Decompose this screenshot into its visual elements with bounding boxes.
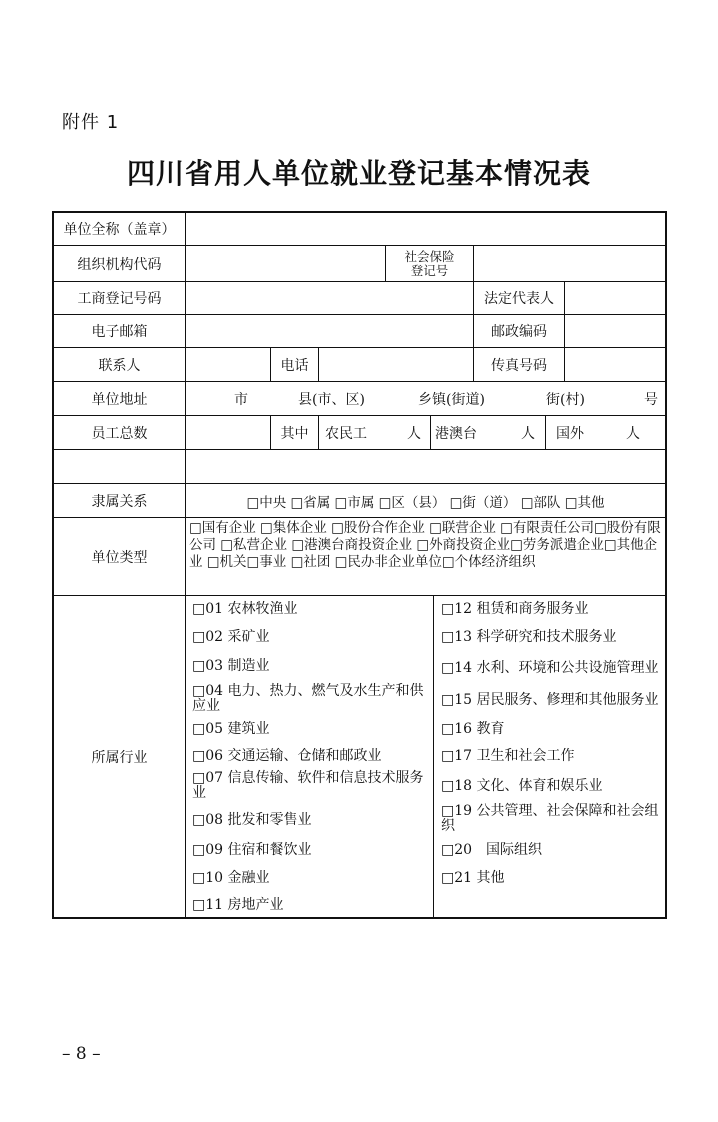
unit-name-label: 单位全称（盖章）	[63, 221, 176, 238]
migrant-workers-label: 农民工	[325, 425, 367, 442]
industry-option[interactable]: □15 居民服务、修理和其他服务业	[441, 691, 659, 708]
industry-column-line	[433, 595, 434, 919]
industry-option[interactable]: □11 房地产业	[192, 896, 284, 913]
hk-macau-taiwan-unit: 人	[521, 425, 535, 442]
business-reg-label: 工商登记号码	[77, 291, 162, 307]
industry-option[interactable]: □18 文化、体育和娱乐业	[441, 777, 603, 794]
address-county: 县(市、区)	[298, 391, 365, 408]
form-border-right	[665, 211, 667, 919]
industry-option[interactable]: □01 农林牧渔业	[192, 600, 298, 617]
contact-field[interactable]	[186, 348, 270, 381]
business-reg-field[interactable]	[186, 282, 473, 314]
industry-label: 所属行业	[91, 749, 148, 766]
phone-label: 电话	[280, 357, 309, 374]
industry-option[interactable]: □06 交通运输、仓储和邮政业	[192, 747, 382, 764]
unit-type-options[interactable]: □国有企业 □集体企业 □股份合作企业 □联营企业 □有限责任公司□股份有限公司 □私营企业 □港澳台商投资企业 □外商投资企业□劳务派遣企业□其他企业 □机关□事业 □社团 □民办非企业单位□个体经济组织	[189, 520, 661, 570]
industry-option[interactable]: □08 批发和零售业	[192, 811, 312, 828]
blank-row-label	[54, 450, 185, 483]
industry-option[interactable]: □10 金融业	[192, 869, 270, 886]
address-field[interactable]	[186, 382, 665, 415]
attachment-label: 附件 1	[62, 112, 120, 133]
industry-option[interactable]: □17 卫生和社会工作	[441, 747, 575, 764]
industry-option[interactable]: □03 制造业	[192, 657, 270, 674]
address-label: 单位地址	[91, 391, 148, 408]
affiliation-options[interactable]: □中央 □省属 □市属 □区（县） □街（道） □部队 □其他	[246, 494, 605, 511]
address-street: 街(村)	[546, 391, 585, 408]
hk-macau-taiwan-field[interactable]	[431, 416, 545, 449]
legal-rep-label: 法定代表人	[484, 291, 554, 307]
industry-option[interactable]: □05 建筑业	[192, 720, 270, 737]
address-city: 市	[234, 391, 248, 408]
foreign-staff-field[interactable]	[546, 416, 665, 449]
foreign-staff-label: 国外	[556, 425, 584, 442]
social-security-label-line2: 登记号	[410, 262, 449, 278]
org-code-field[interactable]	[186, 246, 385, 281]
org-code-label: 组织机构代码	[77, 256, 162, 273]
form-border-bottom	[52, 917, 667, 919]
registration-form	[52, 211, 667, 919]
form-title: 四川省用人单位就业登记基本情况表	[126, 157, 591, 190]
fax-field[interactable]	[565, 348, 665, 381]
social-security-label	[386, 246, 473, 281]
migrant-workers-unit: 人	[407, 425, 421, 442]
affiliation-label: 隶属关系	[91, 493, 148, 510]
industry-option[interactable]: □16 教育	[441, 720, 505, 737]
unit-type-label: 单位类型	[91, 549, 148, 566]
page-number: – 8 –	[62, 1044, 101, 1064]
fax-label: 传真号码	[491, 357, 547, 374]
address-number: 号	[644, 391, 658, 408]
blank-row-field[interactable]	[186, 450, 665, 483]
email-field[interactable]	[186, 315, 473, 347]
industry-option[interactable]: □20 国际组织	[441, 841, 543, 858]
industry-option[interactable]: □07 信息传输、软件和信息技术服务业	[192, 770, 424, 801]
email-label: 电子邮箱	[91, 324, 148, 340]
unit-name-field[interactable]	[186, 212, 665, 245]
among-label: 其中	[280, 425, 309, 442]
industry-option[interactable]: □21 其他	[441, 869, 505, 886]
postal-code-field[interactable]	[565, 315, 665, 347]
social-security-label-line1: 社会保险	[404, 248, 455, 264]
phone-field[interactable]	[319, 348, 473, 381]
industry-option[interactable]: □19 公共管理、社会保障和社会组织	[441, 803, 659, 834]
hk-macau-taiwan-label: 港澳台	[435, 425, 477, 442]
industry-option[interactable]: □09 住宿和餐饮业	[192, 841, 312, 858]
industry-option[interactable]: □14 水利、环境和公共设施管理业	[441, 659, 659, 676]
staff-total-field[interactable]	[186, 416, 270, 449]
foreign-staff-unit: 人	[626, 425, 640, 442]
address-town: 乡镇(街道)	[418, 391, 485, 408]
social-security-field[interactable]	[474, 246, 665, 281]
staff-total-label: 员工总数	[91, 425, 148, 442]
contact-label: 联系人	[98, 357, 141, 374]
industry-option[interactable]: □04 电力、热力、燃气及水生产和供应业	[192, 683, 424, 714]
postal-code-label: 邮政编码	[491, 324, 547, 340]
legal-rep-field[interactable]	[565, 282, 665, 314]
industry-option[interactable]: □02 采矿业	[192, 628, 270, 645]
industry-option[interactable]: □13 科学研究和技术服务业	[441, 628, 617, 645]
industry-option[interactable]: □12 租赁和商务服务业	[441, 600, 589, 617]
migrant-workers-field[interactable]	[319, 416, 430, 449]
